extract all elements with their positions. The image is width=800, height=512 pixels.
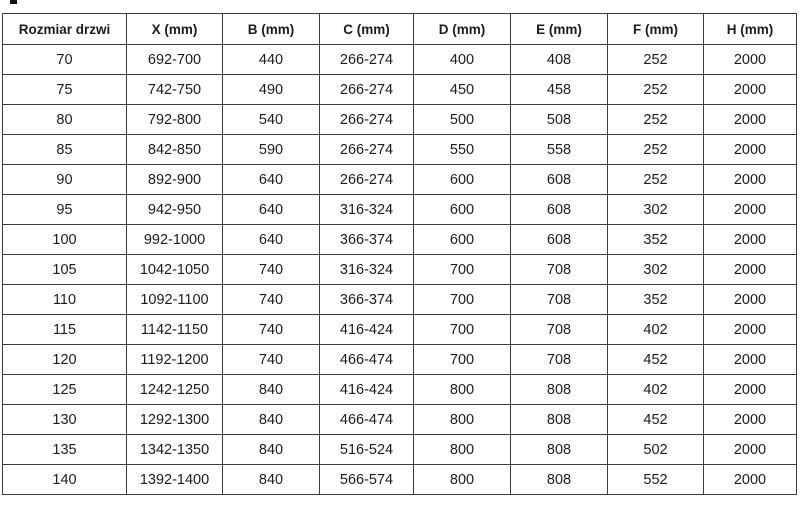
column-header: X (mm) xyxy=(127,14,223,45)
table-cell: 140 xyxy=(3,465,127,495)
table-cell: 352 xyxy=(608,225,704,255)
table-cell: 302 xyxy=(608,255,704,285)
table-row xyxy=(3,14,797,45)
table-cell: 266-274 xyxy=(320,45,414,75)
table-cell: 2000 xyxy=(704,45,797,75)
table-row xyxy=(3,435,797,465)
table-cell: 792-800 xyxy=(127,105,223,135)
table-cell: 2000 xyxy=(704,315,797,345)
table-cell: 2000 xyxy=(704,345,797,375)
table-cell: 466-474 xyxy=(320,405,414,435)
table-cell: 508 xyxy=(511,105,608,135)
table-cell: 502 xyxy=(608,435,704,465)
column-header: H (mm) xyxy=(704,14,797,45)
table-cell: 2000 xyxy=(704,285,797,315)
table-cell: 692-700 xyxy=(127,45,223,75)
table-cell: 808 xyxy=(511,435,608,465)
door-size-table xyxy=(2,13,797,495)
table-cell: 992-1000 xyxy=(127,225,223,255)
table-cell: 466-474 xyxy=(320,345,414,375)
table-cell: 90 xyxy=(3,165,127,195)
table-cell: 70 xyxy=(3,45,127,75)
table-cell: 590 xyxy=(223,135,320,165)
table-cell: 316-324 xyxy=(320,255,414,285)
table-cell: 800 xyxy=(414,405,511,435)
table-cell: 550 xyxy=(414,135,511,165)
table-cell: 266-274 xyxy=(320,105,414,135)
table-cell: 316-324 xyxy=(320,195,414,225)
table-cell: 450 xyxy=(414,75,511,105)
table-cell: 552 xyxy=(608,465,704,495)
table-cell: 130 xyxy=(3,405,127,435)
table-cell: 252 xyxy=(608,45,704,75)
table-cell: 1092-1100 xyxy=(127,285,223,315)
column-header: E (mm) xyxy=(511,14,608,45)
table-cell: 808 xyxy=(511,405,608,435)
table-cell: 740 xyxy=(223,315,320,345)
table-cell: 1242-1250 xyxy=(127,375,223,405)
column-header: B (mm) xyxy=(223,14,320,45)
table-cell: 700 xyxy=(414,285,511,315)
table-cell: 2000 xyxy=(704,375,797,405)
table-cell: 2000 xyxy=(704,435,797,465)
table-cell: 1292-1300 xyxy=(127,405,223,435)
table-cell: 700 xyxy=(414,255,511,285)
table-cell: 252 xyxy=(608,105,704,135)
table-cell: 2000 xyxy=(704,165,797,195)
table-cell: 366-374 xyxy=(320,225,414,255)
column-header: C (mm) xyxy=(320,14,414,45)
table-cell: 400 xyxy=(414,45,511,75)
table-cell: 125 xyxy=(3,375,127,405)
table-cell: 252 xyxy=(608,165,704,195)
table-cell: 366-374 xyxy=(320,285,414,315)
table-cell: 120 xyxy=(3,345,127,375)
table-cell: 2000 xyxy=(704,465,797,495)
table-cell: 115 xyxy=(3,315,127,345)
table-cell: 840 xyxy=(223,405,320,435)
table-cell: 490 xyxy=(223,75,320,105)
table-body xyxy=(3,45,797,495)
table-cell: 740 xyxy=(223,255,320,285)
table-cell: 2000 xyxy=(704,75,797,105)
table-row xyxy=(3,285,797,315)
table-cell: 892-900 xyxy=(127,165,223,195)
table-cell: 500 xyxy=(414,105,511,135)
table-cell: 302 xyxy=(608,195,704,225)
table-cell: 640 xyxy=(223,165,320,195)
table-cell: 440 xyxy=(223,45,320,75)
table-cell: 75 xyxy=(3,75,127,105)
table-cell: 85 xyxy=(3,135,127,165)
table-cell: 708 xyxy=(511,285,608,315)
table-cell: 800 xyxy=(414,465,511,495)
table-cell: 352 xyxy=(608,285,704,315)
table-cell: 800 xyxy=(414,375,511,405)
table-cell: 540 xyxy=(223,105,320,135)
table-cell: 2000 xyxy=(704,135,797,165)
table-cell: 800 xyxy=(414,435,511,465)
table-row xyxy=(3,315,797,345)
table-cell: 516-524 xyxy=(320,435,414,465)
table-cell: 608 xyxy=(511,225,608,255)
table-cell: 1192-1200 xyxy=(127,345,223,375)
table-cell: 640 xyxy=(223,195,320,225)
table-cell: 402 xyxy=(608,375,704,405)
table-row xyxy=(3,405,797,435)
table-cell: 1142-1150 xyxy=(127,315,223,345)
table-cell: 808 xyxy=(511,375,608,405)
table-cell: 266-274 xyxy=(320,135,414,165)
table-cell: 408 xyxy=(511,45,608,75)
table-cell: 700 xyxy=(414,315,511,345)
table-row xyxy=(3,195,797,225)
column-header: F (mm) xyxy=(608,14,704,45)
table-cell: 402 xyxy=(608,315,704,345)
table-cell: 1042-1050 xyxy=(127,255,223,285)
table-cell: 740 xyxy=(223,345,320,375)
table-cell: 608 xyxy=(511,195,608,225)
table-row xyxy=(3,45,797,75)
table-cell: 105 xyxy=(3,255,127,285)
table-cell: 95 xyxy=(3,195,127,225)
table-row xyxy=(3,375,797,405)
table-cell: 608 xyxy=(511,165,608,195)
table-cell: 458 xyxy=(511,75,608,105)
column-header: Rozmiar drzwi xyxy=(3,14,127,45)
table-cell: 708 xyxy=(511,255,608,285)
table-row xyxy=(3,105,797,135)
table-cell: 2000 xyxy=(704,225,797,255)
table-cell: 416-424 xyxy=(320,375,414,405)
table-cell: 700 xyxy=(414,345,511,375)
table-cell: 100 xyxy=(3,225,127,255)
table-cell: 2000 xyxy=(704,405,797,435)
table-cell: 842-850 xyxy=(127,135,223,165)
top-edge-cropped-artifact xyxy=(10,0,17,4)
table-cell: 2000 xyxy=(704,105,797,135)
table-cell: 266-274 xyxy=(320,75,414,105)
table-cell: 600 xyxy=(414,165,511,195)
table-cell: 708 xyxy=(511,345,608,375)
table-cell: 80 xyxy=(3,105,127,135)
table-cell: 942-950 xyxy=(127,195,223,225)
table-cell: 600 xyxy=(414,195,511,225)
table-cell: 640 xyxy=(223,225,320,255)
table-cell: 452 xyxy=(608,405,704,435)
table-row xyxy=(3,225,797,255)
table-cell: 708 xyxy=(511,315,608,345)
table-cell: 110 xyxy=(3,285,127,315)
table-cell: 252 xyxy=(608,135,704,165)
table-header-row xyxy=(3,14,797,45)
table-cell: 252 xyxy=(608,75,704,105)
table-cell: 840 xyxy=(223,465,320,495)
table-cell: 2000 xyxy=(704,255,797,285)
table-cell: 1342-1350 xyxy=(127,435,223,465)
table-cell: 566-574 xyxy=(320,465,414,495)
table-cell: 558 xyxy=(511,135,608,165)
table-cell: 600 xyxy=(414,225,511,255)
table-row xyxy=(3,135,797,165)
table-cell: 1392-1400 xyxy=(127,465,223,495)
table-row xyxy=(3,255,797,285)
table-cell: 266-274 xyxy=(320,165,414,195)
column-header: D (mm) xyxy=(414,14,511,45)
table-cell: 740 xyxy=(223,285,320,315)
table-row xyxy=(3,345,797,375)
table-row xyxy=(3,465,797,495)
table-cell: 135 xyxy=(3,435,127,465)
table-row xyxy=(3,75,797,105)
table-cell: 808 xyxy=(511,465,608,495)
table-row xyxy=(3,165,797,195)
table-cell: 742-750 xyxy=(127,75,223,105)
table-cell: 840 xyxy=(223,435,320,465)
table-cell: 452 xyxy=(608,345,704,375)
table-cell: 840 xyxy=(223,375,320,405)
table-cell: 2000 xyxy=(704,195,797,225)
table-cell: 416-424 xyxy=(320,315,414,345)
